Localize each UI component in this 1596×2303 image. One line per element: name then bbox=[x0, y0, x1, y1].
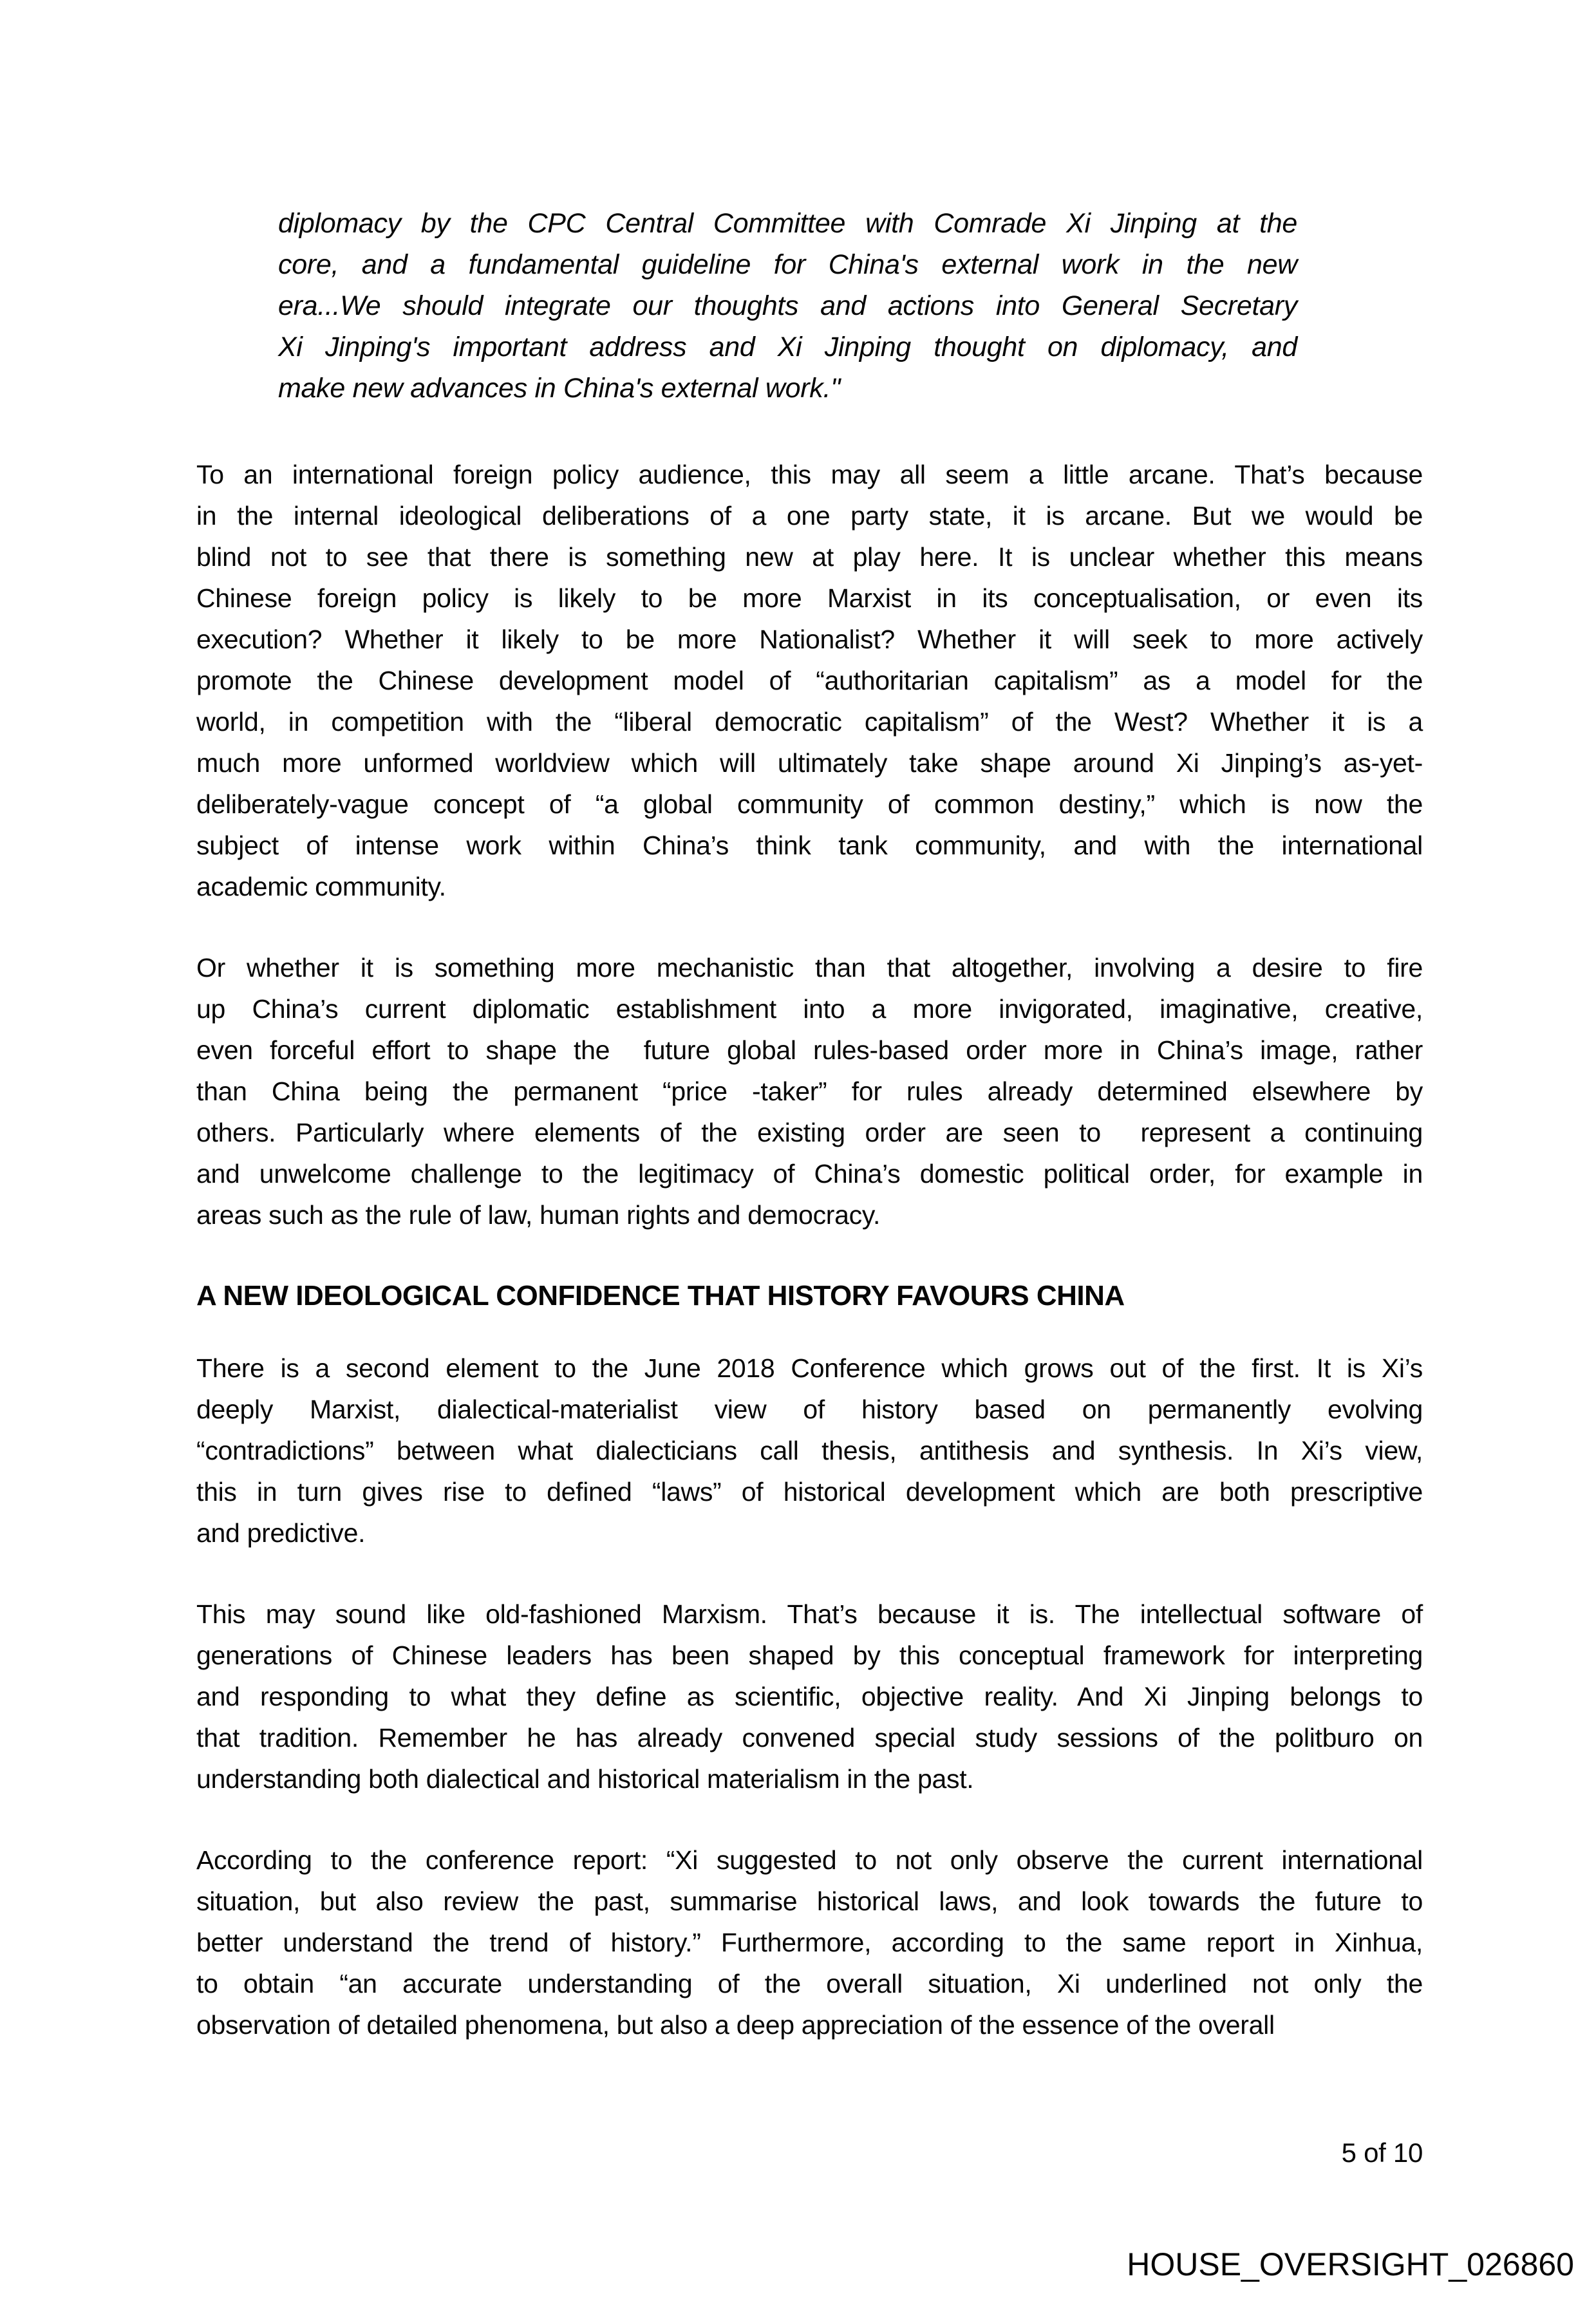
text-line: up China’s current diplomatic establishment into a more invigorated, imaginative, creative, bbox=[196, 994, 1423, 1024]
text-line: much more unformed worldview which will ultimately take shape around Xi Jinping’s as-yet- bbox=[196, 748, 1423, 778]
text-line: observation of detailed phenomena, but also a deep appreciation of the essence of the overall bbox=[196, 2010, 1275, 2040]
text-line: Chinese foreign policy is likely to be more Marxist in its conceptualisation, or even its bbox=[196, 583, 1423, 613]
text-line: era...We should integrate our thoughts and actions into General Secretary bbox=[278, 290, 1297, 321]
text-line: generations of Chinese leaders has been shaped by this conceptual framework for interpreting bbox=[196, 1640, 1423, 1670]
text-line: and unwelcome challenge to the legitimacy of China’s domestic political order, for example in bbox=[196, 1159, 1423, 1189]
text-line: than China being the permanent “price -taker” for rules already determined elsewhere by bbox=[196, 1076, 1423, 1106]
text-line: to obtain “an accurate understanding of the overall situation, Xi underlined not only the bbox=[196, 1969, 1423, 1998]
text-line: There is a second element to the June 2018 Conference which grows out of the first. It is Xi’s bbox=[196, 1353, 1423, 1383]
paragraph-4 bbox=[196, 1593, 1423, 1800]
text-line: in the internal ideological deliberations of a one party state, it is arcane. But we would be bbox=[196, 501, 1423, 531]
text-line: Or whether it is something more mechanistic than that altogether, involving a desire to fire bbox=[196, 953, 1423, 982]
text-line: deliberately-vague concept of “a global community of common destiny,” which is now the bbox=[196, 789, 1423, 819]
text-line: better understand the trend of history.” Furthermore, according to the same report in Xinhua, bbox=[196, 1928, 1423, 1957]
text-line: To an international foreign policy audience, this may all seem a little arcane. That’s because bbox=[196, 460, 1423, 489]
paragraph-3 bbox=[196, 1348, 1423, 1554]
text-line: promote the Chinese development model of “authoritarian capitalism” as a model for the bbox=[196, 666, 1423, 695]
text-line: and responding to what they define as scientific, objective reality. And Xi Jinping belongs to bbox=[196, 1682, 1423, 1711]
text-line: execution? Whether it likely to be more Nationalist? Whether it will seek to more actively bbox=[196, 625, 1423, 654]
text-line: world, in competition with the “liberal democratic capitalism” of the West? Whether it is a bbox=[196, 707, 1423, 737]
text-line: diplomacy by the CPC Central Committee with Comrade Xi Jinping at the bbox=[278, 208, 1297, 239]
paragraph-1 bbox=[196, 454, 1423, 907]
page-number: 5 of 10 bbox=[1341, 2138, 1423, 2168]
text-line: Xi Jinping's important address and Xi Jinping thought on diplomacy, and bbox=[278, 332, 1297, 362]
page-content bbox=[196, 203, 1423, 2172]
text-line: and predictive. bbox=[196, 1518, 366, 1548]
text-line: situation, but also review the past, summarise historical laws, and look towards the future to bbox=[196, 1886, 1423, 1916]
text-line: deeply Marxist, dialectical-materialist view of history based on permanently evolving bbox=[196, 1395, 1423, 1424]
bates-stamp: HOUSE_OVERSIGHT_026860 bbox=[1127, 2246, 1574, 2282]
section-heading: A NEW IDEOLOGICAL CONFIDENCE THAT HISTORY FAVOURS CHINA bbox=[196, 1280, 1125, 1311]
paragraph-5 bbox=[196, 1839, 1423, 2045]
text-line: that tradition. Remember he has already convened special study sessions of the politburo on bbox=[196, 1723, 1423, 1753]
block-quote bbox=[278, 203, 1297, 409]
text-line: understanding both dialectical and historical materialism in the past. bbox=[196, 1764, 974, 1794]
text-line: blind not to see that there is something new at play here. It is unclear whether this means bbox=[196, 542, 1423, 572]
text-line: this in turn gives rise to defined “laws” of historical development which are both prescriptive bbox=[196, 1477, 1423, 1507]
text-line: make new advances in China's external work." bbox=[278, 373, 841, 404]
paragraph-2 bbox=[196, 947, 1423, 1236]
text-line: subject of intense work within China’s think tank community, and with the international bbox=[196, 831, 1423, 860]
text-line: even forceful effort to shape the future global rules-based order more in China’s image, rather bbox=[196, 1035, 1423, 1065]
text-line: According to the conference report: “Xi suggested to not only observe the current international bbox=[196, 1845, 1423, 1875]
text-line: others. Particularly where elements of the existing order are seen to represent a continuing bbox=[196, 1118, 1423, 1147]
text-line: This may sound like old-fashioned Marxism. That’s because it is. The intellectual software of bbox=[196, 1599, 1423, 1629]
text-line: “contradictions” between what dialecticians call thesis, antithesis and synthesis. In Xi’s view, bbox=[196, 1436, 1423, 1465]
text-line: academic community. bbox=[196, 872, 446, 901]
text-line: core, and a fundamental guideline for China's external work in the new bbox=[278, 249, 1297, 280]
text-line: areas such as the rule of law, human rights and democracy. bbox=[196, 1200, 881, 1230]
